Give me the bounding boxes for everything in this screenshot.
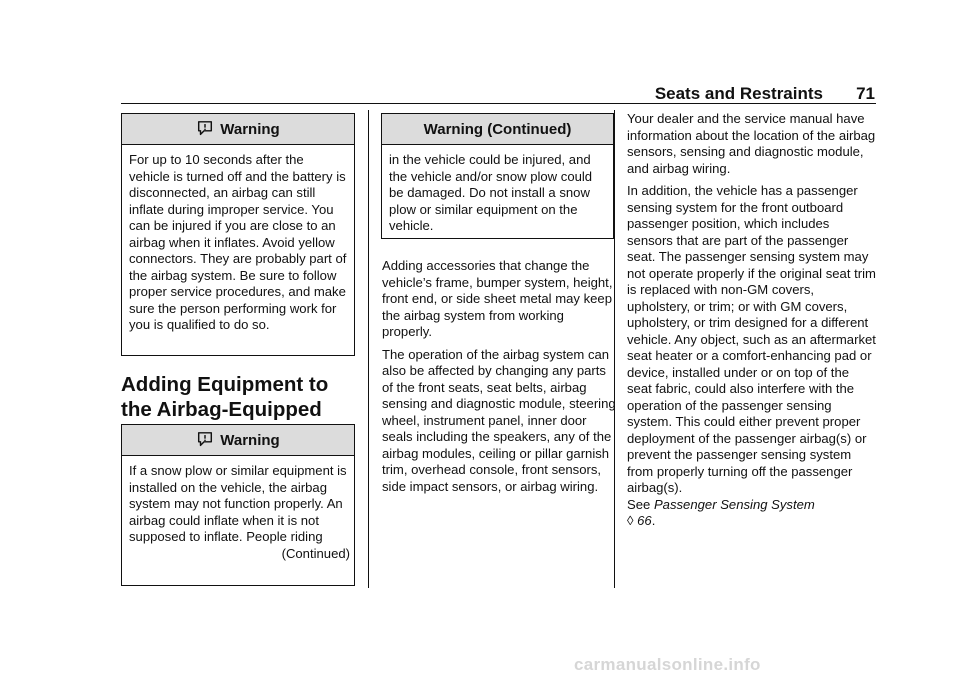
warning-body: For up to 10 seconds after the vehicle is turned off and the battery is disconnected, an airbag can still inflate during improper service. You can be injured if you are close to an airbag when it inflates. Avoid yellow connectors. They are probably part of the airbag system. Be sure to follow proper service procedures, and make sure the person performing work for you is qualified to do so. xyxy=(129,152,347,332)
header-rule xyxy=(121,103,876,104)
section-title: Seats and Restraints xyxy=(654,84,823,103)
continued-label: (Continued) xyxy=(281,545,350,561)
watermark: carmanualsonline.info xyxy=(574,655,761,674)
warning-body: in the vehicle could be injured, and the vehicle and/or snow plow could be damaged. Do not install a snow plow or similar equipment on the vehicle. xyxy=(389,152,593,233)
warning-header xyxy=(122,425,354,456)
warning-body: If a snow plow or similar equipment is installed on the vehicle, the airbag system may not function properly. An airbag could inflate when it is not supposed to inflate. People riding xyxy=(129,463,347,544)
page-reference-icon: ◊ xyxy=(627,513,634,528)
column-divider-left xyxy=(368,110,369,588)
column-2-text xyxy=(382,258,616,501)
column-3-text xyxy=(627,111,877,530)
warning-title: Warning xyxy=(220,120,280,138)
page-number: 71 xyxy=(856,84,875,103)
warning-header xyxy=(382,114,613,145)
warning-header xyxy=(122,114,354,145)
warning-box-snow-plow xyxy=(121,424,355,586)
reference-title[interactable]: Passenger Sensing System xyxy=(653,496,815,512)
paragraph: Your dealer and the service manual have information about the location of the airbag sensors, sensing and diagnostic module, and airbag wiring. xyxy=(627,111,876,176)
warning-box-service xyxy=(121,113,355,356)
section-heading: Adding Equipment to the Airbag-Equipped xyxy=(121,373,329,421)
page-header xyxy=(630,84,875,102)
reference-page[interactable]: 66 xyxy=(637,513,652,528)
cross-reference-page: ◊ 66. xyxy=(627,513,656,528)
warning-title: Warning (Continued) xyxy=(423,120,572,138)
paragraph: In addition, the vehicle has a passenger sensing system for the front outboard passenger position, which includes sensors that are part of the passenger seat. The passenger sensing system may not operate properly if the original seat trim is replaced with non-GM covers, upholstery, or trim; or with GM covers, upholstery, or trim designed for a different vehicle. Any object, such as an aftermarket seat heater or a comfort-enhancing pad or device, installed under or on top of the seat fabric, could also interfere with the operation of the passenger sensing system. This could either prevent proper deployment of the passenger airbag(s) or prevent the passenger sensing system from properly turning off the passenger airbag(s). xyxy=(627,183,876,495)
warning-box-continued xyxy=(381,113,614,239)
paragraph: Adding accessories that change the vehicle’s frame, bumper system, height, front end, or side sheet metal may keep the airbag system from working properly. xyxy=(382,258,613,339)
see-label: See xyxy=(627,496,651,512)
warning-icon xyxy=(196,431,214,449)
warning-icon xyxy=(196,120,214,138)
warning-title: Warning xyxy=(220,431,280,449)
cross-reference xyxy=(627,497,877,514)
paragraph: The operation of the airbag system can also be affected by changing any parts of the front seats, seat belts, airbag sensing and diagnostic module, steering wheel, instrument panel, inner door seals including the speakers, any of the airbag modules, ceiling or pillar garnish trim, overhead console, front sensors, side impact sensors, or airbag wiring. xyxy=(382,346,616,494)
